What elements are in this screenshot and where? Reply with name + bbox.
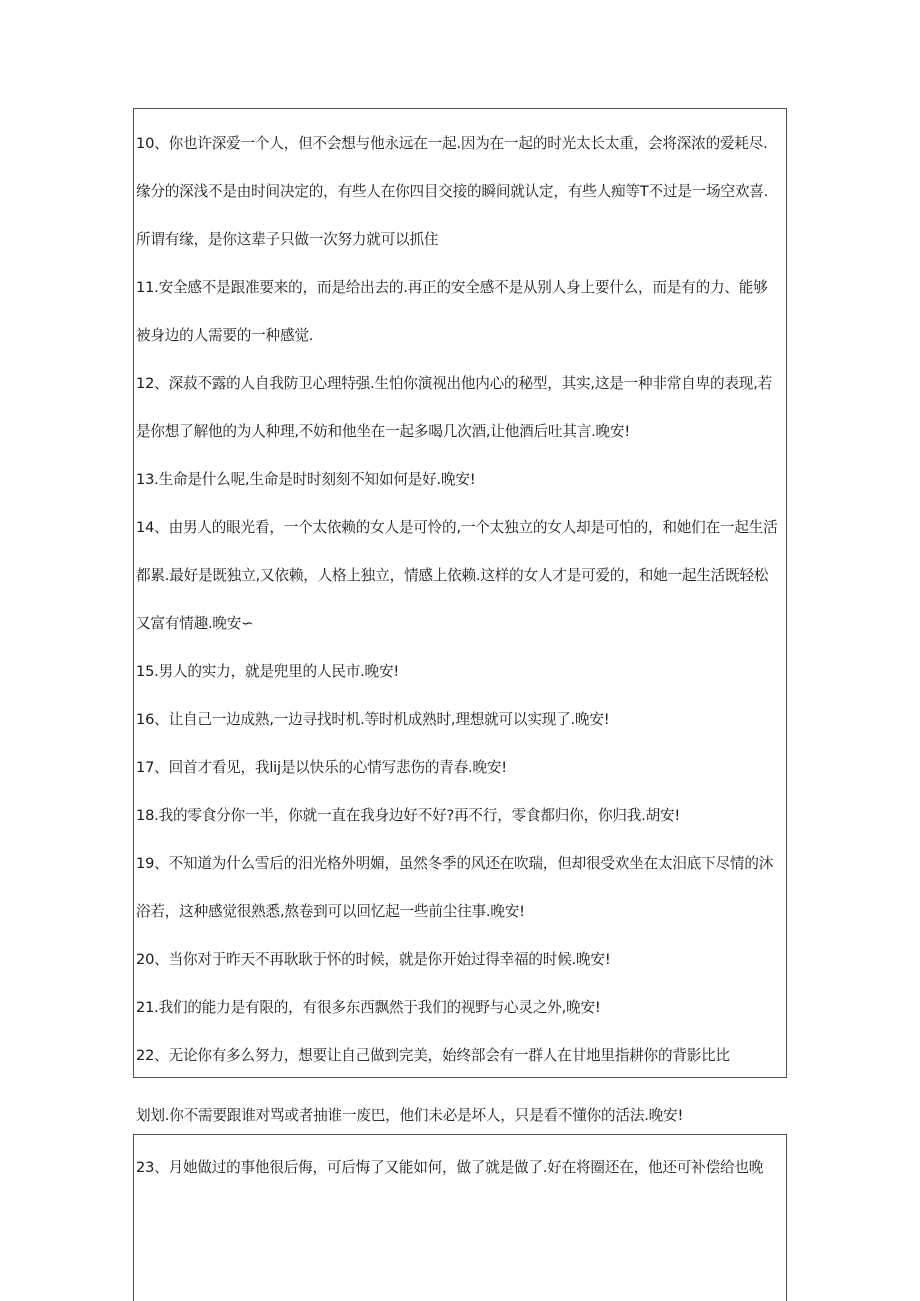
text-line: 21.我们的能力是有限的，有很多东西飘然于我们的视野与心灵之外,晚安! [136,999,601,1016]
text-line: 15.男人的实力，就是兜里的人民市.晚安! [136,663,399,680]
text-line: 17、回首才看见，我lij是以快乐的心情写悲伤的青春.晚安! [136,759,507,776]
text-box-1 [133,108,787,1078]
text-line: 18.我的零食分你一半，你就一直在我身边好不好?再不行，零食都归你，你归我.胡安! [136,807,681,824]
text-line: 缘分的深浅不是由时间决定的，有些人在你四目交接的瞬间就认定，有些人痴等T不过是一场空欢喜. [136,183,769,200]
text-line: 13.生命是什么呢,生命是时时刻刻不知如何是好.晚安! [136,471,476,488]
text-line: 12、深菽不露的人自我防卫心理特强.生怕你演视出他内心的秘型，其实,这是一种非常自卑的表现,若 [136,375,773,392]
text-line: 10、你也许深爱一个人，但不会想与他永远在一起.因为在一起的时光太长太重，会将深浓的爱耗尽. [136,135,768,152]
text-line: 浴若，这种感觉很熟悉,熬卷到可以回忆起一些前尘往事.晚安! [136,903,525,920]
text-line: 又富有情趣.晚安∽ [136,615,254,632]
text-line: 23、月她做过的事他很后侮，可后悔了又能如何，做了就是做了.好在将圈还在，他还可补偿给也晚 [136,1159,764,1176]
text-line-outside: 划划.你不需要跟谁对骂或者抽谁一废巴，他们未必是坏人，只是看不懂你的活法.晚安! [136,1107,684,1124]
text-line: 19、不知道为什么雪后的汨光格外明媚，虽然冬季的风还在吹瑞，但却很受欢坐在太汨底下尽情的沐 [136,855,774,872]
text-line: 所谓有缘，是你这辈子只做一次努力就可以抓住 [136,231,439,248]
text-line: 22、无论你有多么努力，想要让自己做到完美，始终部会有一群人在甘地里指耕你的背影比比 [136,1047,730,1064]
text-line: 被身边的人需要的一种感觉. [136,327,314,344]
text-line: 16、让自己一边成熟,一边寻找时机.等时机成熟时,理想就可以实现了.晚安! [136,711,610,728]
text-line: 是你想了解他的为人种理,不妨和他坐在一起多喝几次酒,让他酒后吐其言.晚安! [136,423,630,440]
text-line: 11.安全感不是跟准要来的，而是给出去的.再正的安全感不是从别人身上要什么，而是有的力、能够 [136,279,768,296]
text-line: 14、由男人的眼光看，一个太依赖的女人是可怜的,一个太独立的女人却是可怕的，和她们在一起生活 [136,519,778,536]
text-line: 20、当你对于昨天不再耿耿于怀的时候，就是你开始过得幸福的时候.晚安! [136,951,611,968]
text-line: 都累.最好是既独立,又依赖，人格上独立，情感上依赖.这样的女人才是可爱的，和她一起生活既轻松 [136,567,769,584]
